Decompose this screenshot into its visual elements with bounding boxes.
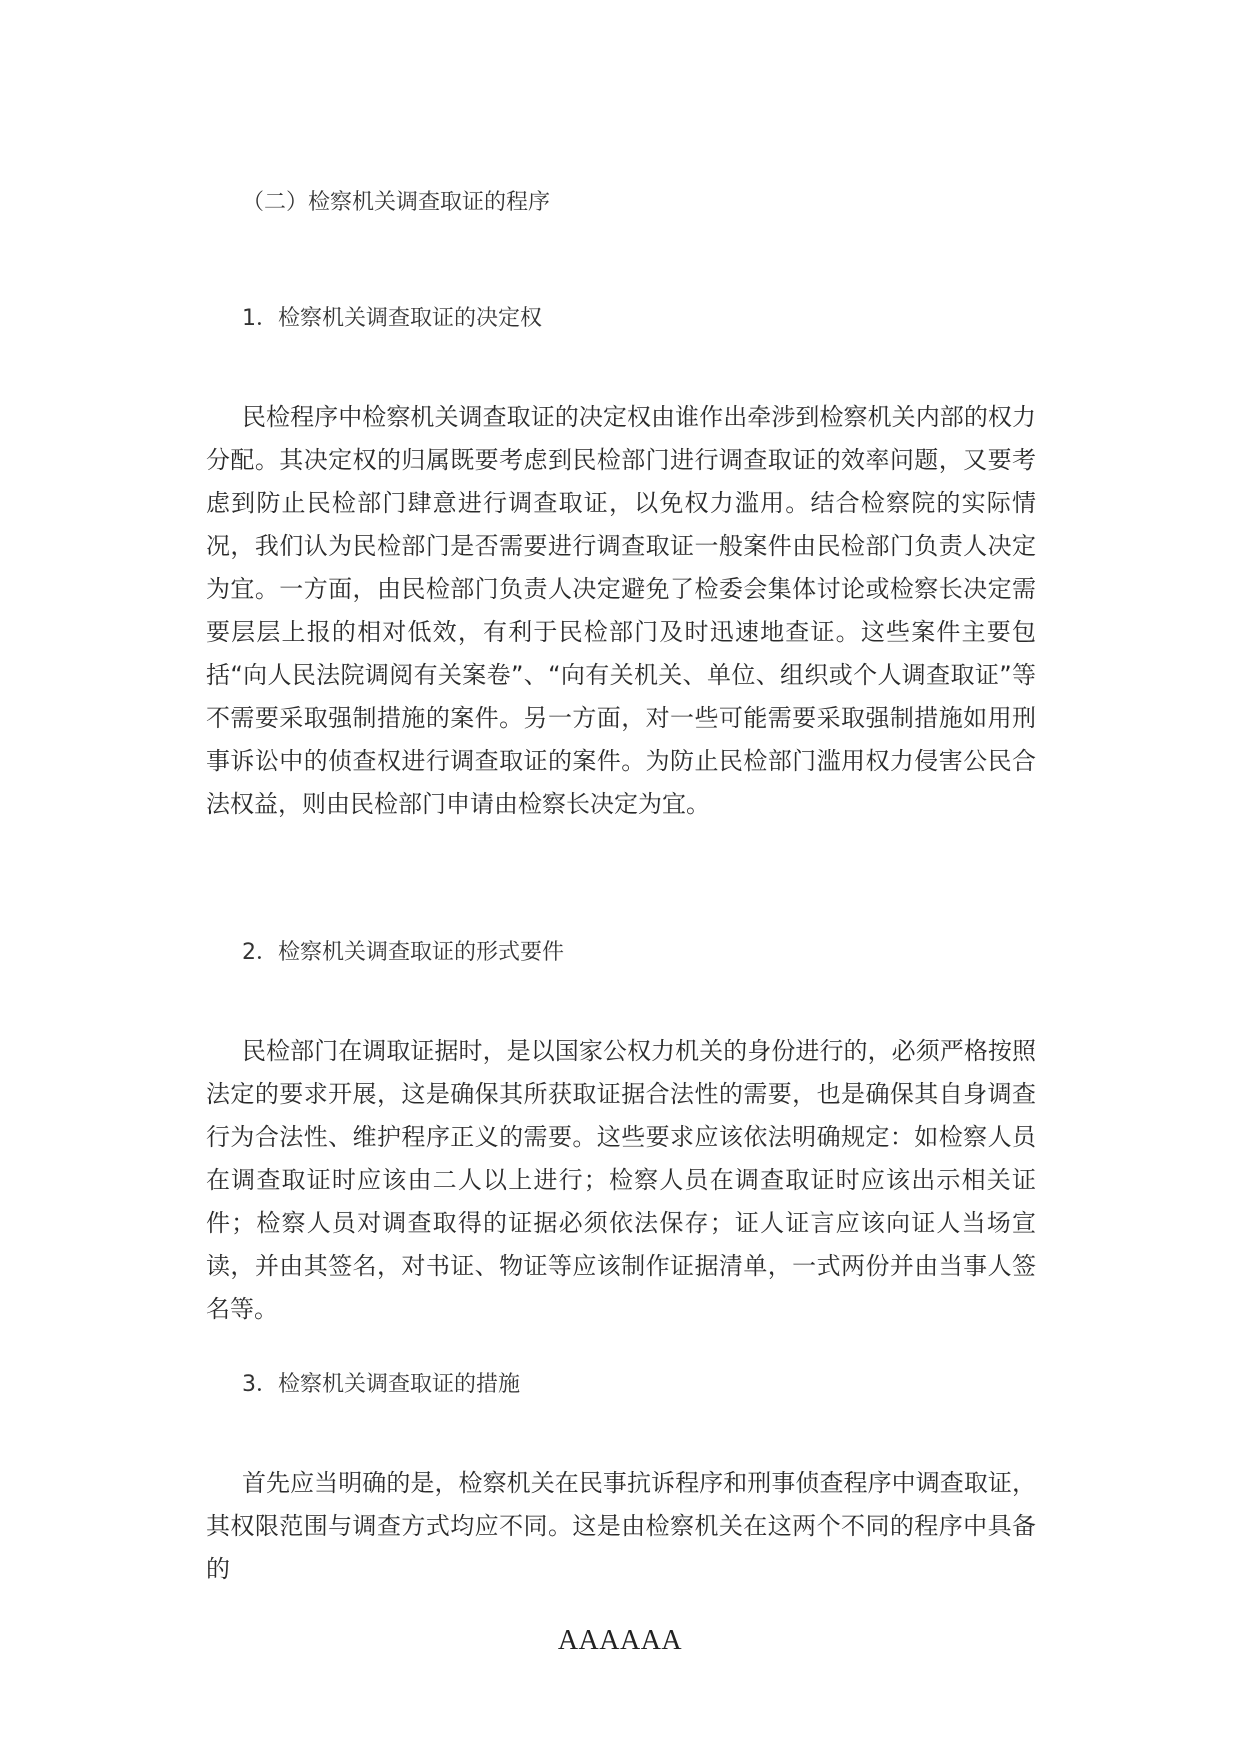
page-footer: AAAAAA	[557, 1625, 683, 1656]
paragraph-investigation-measures: 首先应当明确的是，检察机关在民事抗诉程序和刑事侦查程序中调查取证，其权限范围与调查方式均应不同。这是由检察机关在这两个不同的程序中具备的	[206, 1469, 1036, 1583]
paragraph-decision-authority: 民检程序中检察机关调查取证的决定权由谁作出牵涉到检察机关内部的权力分配。其决定权的归属既要考虑到民检部门进行调查取证的效率问题，又要考虑到防止民检部门肆意进行调查取证，以免权力滥用。结合检察院的实际情况，我们认为民检部门是否需要进行调查取证一般案件由民检部门负责人决定为宜。一方面，由民检部门负责人决定避免了检委会集体讨论或检察长决定需要层层上报的相对低效，有利于民检部门及时迅速地查证。这些案件主要包括“向人民法院调阅有关案卷”、“向有关机关、单位、组织或个人调查取证”等不需要采取强制措施的案件。另一方面，对一些可能需要采取强制措施如用刑事诉讼中的侦查权进行调查取证的案件。为防止民检部门滥用权力侵害公民合法权益，则由民检部门申请由检察长决定为宜。	[206, 403, 1036, 818]
section-heading: （二）检察机关调查取证的程序	[242, 190, 551, 215]
subsection-heading-2: 2．检察机关调查取证的形式要件	[242, 940, 564, 965]
paragraph-formal-requirements: 民检部门在调取证据时，是以国家公权力机关的身份进行的，必须严格按照法定的要求开展，这是确保其所获取证据合法性的需要，也是确保其自身调查行为合法性、维护程序正义的需要。这些要求应该依法明确规定：如检察人员在调查取证时应该由二人以上进行；检察人员在调查取证时应该出示相关证件；检察人员对调查取得的证据必须依法保存；证人证言应该向证人当场宣读，并由其签名，对书证、物证等应该制作证据清单，一式两份并由当事人签名等。	[206, 1037, 1036, 1323]
subsection-heading-1: 1．检察机关调查取证的决定权	[242, 306, 542, 331]
subsection-heading-3: 3．检察机关调查取证的措施	[242, 1372, 520, 1397]
